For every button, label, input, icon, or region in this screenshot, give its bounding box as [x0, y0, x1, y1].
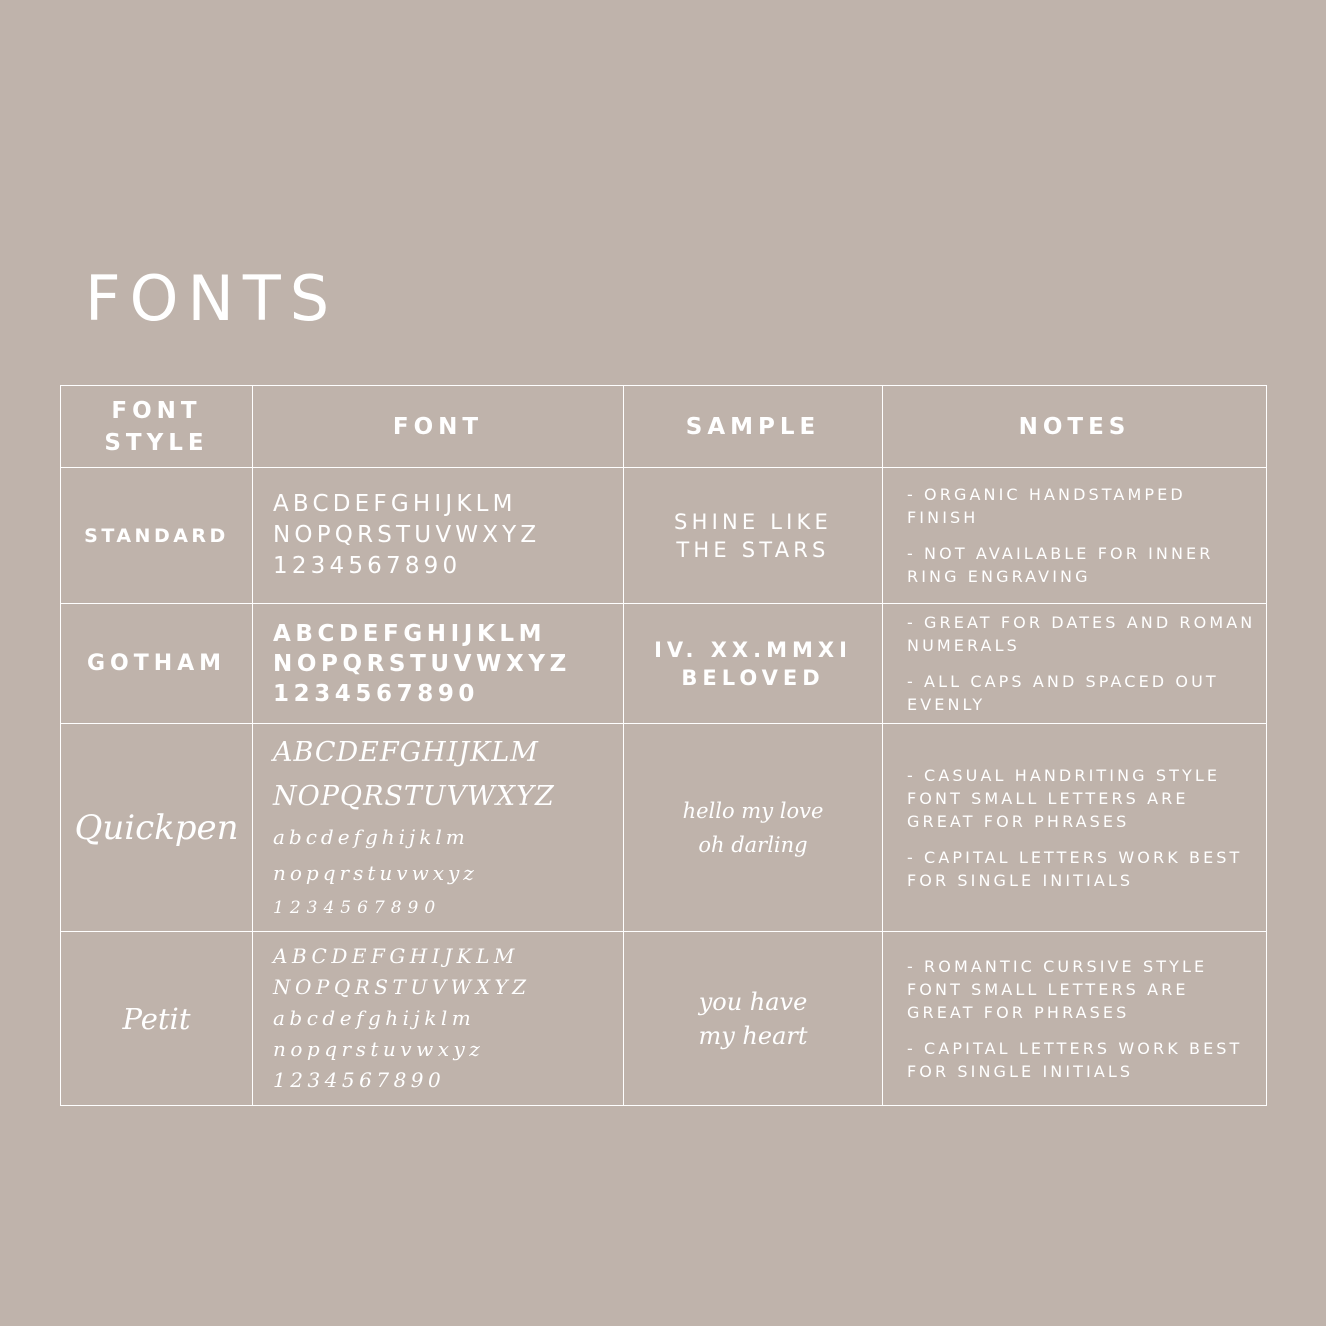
alphabet-line: abcdefghijklm — [273, 824, 469, 849]
alphabet-line: ABCDEFGHIJKLM — [273, 944, 519, 968]
note-item: - CAPITAL LETTERS WORK BEST FOR SINGLE INITIALS — [907, 1038, 1243, 1081]
alphabet-line: 1234567890 — [273, 1068, 446, 1092]
note-item: - NOT AVAILABLE FOR INNER RING ENGRAVING — [907, 544, 1214, 586]
sample-line: oh darling — [698, 832, 808, 857]
font-style-name: STANDARD — [61, 468, 253, 604]
alphabet-line: NOPQRSTUVWXYZ — [273, 780, 555, 812]
font-style-name: Quickpen — [61, 724, 253, 932]
header-notes: NOTES — [883, 386, 1267, 468]
sample-line: you have — [698, 987, 808, 1016]
sample-line: my heart — [698, 1021, 808, 1050]
table-row — [61, 468, 1267, 604]
note-item: - ORGANIC HANDSTAMPED FINISH — [907, 485, 1186, 527]
sample-line: SHINE LIKE — [674, 509, 832, 534]
font-alphabet — [253, 724, 624, 932]
header-font-style — [61, 386, 253, 468]
font-notes — [883, 724, 1267, 932]
page-title: FONTS — [85, 262, 339, 335]
alphabet-line: nopqrstuvwxyz — [273, 1037, 485, 1061]
alphabet-line: NOPQRSTUVWXYZ — [273, 522, 541, 548]
alphabet-line: NOPQRSTUVWXYZ — [273, 650, 571, 677]
alphabet-line: abcdefghijklm — [273, 1006, 476, 1030]
sample-line: THE STARS — [676, 537, 830, 562]
sample-line: IV. XX.MMXI — [654, 637, 852, 662]
font-alphabet — [253, 468, 624, 604]
alphabet-line: 1234567890 — [273, 680, 480, 707]
alphabet-line: ABCDEFGHIJKLM — [273, 620, 547, 647]
alphabet-line: nopqrstuvwxyz — [273, 860, 478, 885]
header-font-style-line1: FONT — [111, 397, 202, 424]
note-item: - CAPITAL LETTERS WORK BEST FOR SINGLE INITIALS — [907, 847, 1243, 890]
note-item: - CASUAL HANDRITING STYLE FONT SMALL LETTERS ARE GREAT FOR PHRASES — [907, 765, 1221, 831]
font-sample — [624, 604, 883, 724]
table-row — [61, 604, 1267, 724]
font-notes — [883, 604, 1267, 724]
alphabet-line: ABCDEFGHIJKLM — [273, 491, 517, 517]
font-sample — [624, 932, 883, 1106]
font-notes — [883, 468, 1267, 604]
font-alphabet — [253, 932, 624, 1106]
alphabet-line: NOPQRSTUVWXYZ — [273, 975, 531, 999]
table-header-row — [61, 386, 1267, 468]
alphabet-line: 1234567890 — [273, 553, 462, 579]
sample-line: BELOVED — [681, 665, 825, 690]
table-row — [61, 724, 1267, 932]
alphabet-line: ABCDEFGHIJKLM — [273, 736, 539, 768]
note-item: - ALL CAPS AND SPACED OUT EVENLY — [907, 672, 1219, 714]
note-item: - GREAT FOR DATES AND ROMAN NUMERALS — [907, 613, 1256, 655]
header-font: FONT — [253, 386, 624, 468]
table-row — [61, 932, 1267, 1106]
font-alphabet — [253, 604, 624, 724]
header-font-style-line2: STYLE — [104, 429, 209, 456]
font-style-name: GOTHAM — [61, 604, 253, 724]
font-sample — [624, 724, 883, 932]
font-sample — [624, 468, 883, 604]
note-item: - ROMANTIC CURSIVE STYLE FONT SMALL LETTERS ARE GREAT FOR PHRASES — [907, 956, 1208, 1022]
alphabet-line: 1234567890 — [273, 897, 442, 918]
font-style-name: Petit — [61, 932, 253, 1106]
fonts-table — [60, 385, 1267, 1106]
header-sample: SAMPLE — [624, 386, 883, 468]
sample-line: hello my love — [682, 798, 824, 823]
font-notes — [883, 932, 1267, 1106]
